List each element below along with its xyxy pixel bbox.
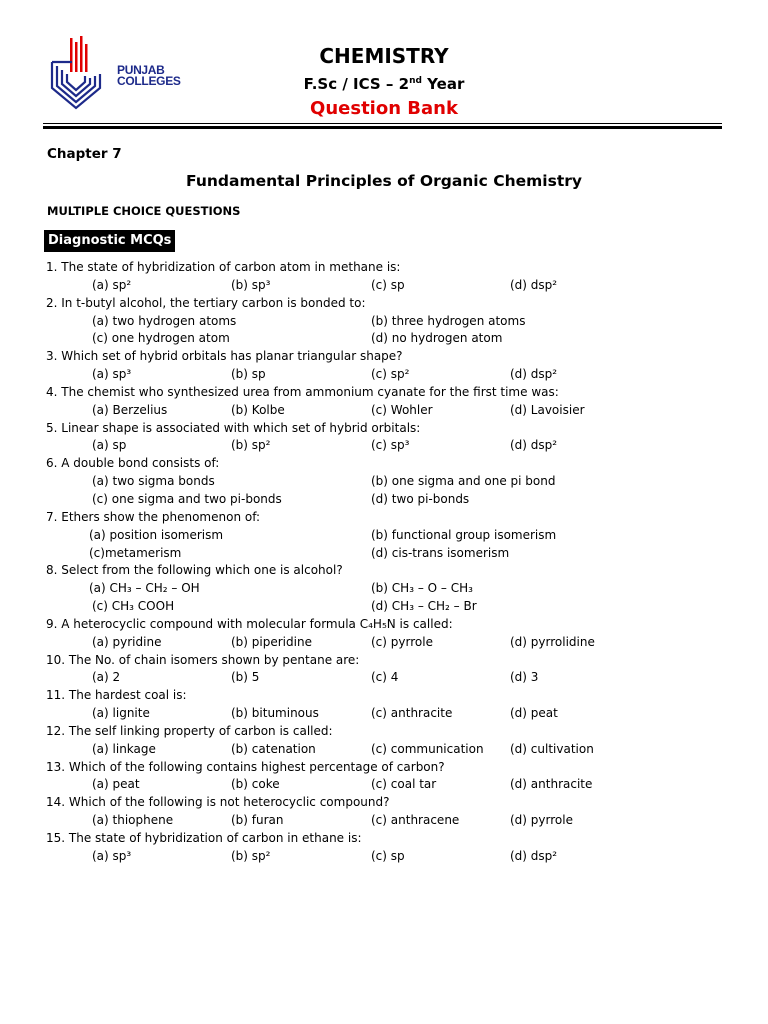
document-title: CHEMISTRY	[319, 44, 449, 68]
question-text: 1. The state of hybridization of carbon atom in methane is:	[46, 260, 401, 274]
option-item: (a) sp³	[92, 367, 132, 382]
question-text: 6. A double bond consists of:	[46, 456, 220, 471]
question-text: 12. The self linking property of carbon is called:	[46, 723, 333, 738]
question-text: 10. The No. of chain isomers shown by pentane are:	[46, 652, 360, 667]
options-row	[0, 330, 768, 348]
option-item: (c) one sigma and two pi-bonds	[92, 491, 282, 506]
option-item: (d) pyrrole	[510, 813, 573, 828]
option-item: (a) CH₃ – CH₂ – OH	[89, 581, 200, 596]
options-row	[0, 473, 768, 491]
option-item: (d) pyrrolidine	[510, 634, 595, 649]
options-row	[0, 491, 768, 509]
option-item: (b) coke	[231, 777, 280, 792]
option-item: (c) one hydrogen atom	[92, 331, 230, 346]
chapter-title: Fundamental Principles of Organic Chemistry	[186, 172, 582, 190]
option-item: (a) sp²	[92, 277, 132, 292]
options-row	[0, 705, 768, 723]
option-item: (a) lignite	[92, 706, 150, 721]
option-item: (d) dsp²	[510, 848, 558, 863]
question-text: 15. The state of hybridization of carbon in ethane is:	[46, 831, 362, 845]
option-item: (a) pyridine	[92, 634, 162, 649]
question-text: 11. The hardest coal is:	[46, 688, 187, 703]
option-item: (a) thiophene	[92, 813, 174, 828]
logo-line-2: COLLEGES	[117, 74, 181, 88]
section-label: MULTIPLE CHOICE QUESTIONS	[47, 204, 241, 218]
option-item: (c) 4	[371, 670, 399, 685]
option-item: (b) three hydrogen atoms	[371, 313, 526, 328]
option-item: (a) two hydrogen atoms	[92, 313, 237, 328]
option-item: (c) sp	[371, 848, 405, 863]
question-text: 7. Ethers show the phenomenon of:	[46, 509, 261, 524]
option-item: (a) Berzelius	[92, 402, 168, 417]
option-item: (b) furan	[231, 813, 284, 828]
option-item: (c) sp²	[371, 367, 410, 382]
chapter-number: Chapter 7	[47, 146, 122, 162]
options-row	[0, 313, 768, 331]
option-item: (c) sp	[371, 277, 405, 292]
option-item: (d) Lavoisier	[510, 402, 585, 417]
class-subtitle	[0, 75, 768, 93]
options-row	[0, 812, 768, 830]
option-item: (b) one sigma and one pi bond	[371, 474, 556, 489]
option-item: (b) functional group isomerism	[371, 527, 557, 542]
option-item: (d) dsp²	[510, 438, 558, 453]
option-item: (d) anthracite	[510, 777, 593, 792]
option-item: (a) position isomerism	[89, 527, 224, 542]
subtitle-prefix: F.Sc / ICS – 2	[303, 75, 410, 93]
option-item: (b) piperidine	[231, 634, 312, 649]
options-row	[0, 545, 768, 563]
option-item: (d) 3	[510, 670, 539, 685]
option-item: (d) cis-trans isomerism	[371, 545, 510, 560]
option-item: (c) Wohler	[371, 402, 433, 417]
options-row	[0, 580, 768, 598]
option-item: (d) CH₃ – CH₂ – Br	[371, 599, 477, 614]
logo-line-1: PUNJAB	[117, 63, 165, 77]
option-item: (d) dsp²	[510, 277, 558, 292]
option-item: (d) dsp²	[510, 367, 558, 382]
option-item: (c) anthracite	[371, 706, 453, 721]
option-item: (d) two pi-bonds	[371, 491, 470, 506]
subtitle-sup: nd	[409, 76, 422, 86]
question-text: 4. The chemist who synthesized urea from ammonium cyanate for the first time was:	[46, 384, 559, 399]
header-divider	[43, 123, 722, 129]
option-item: (b) sp²	[231, 438, 271, 453]
question-text: 9. A heterocyclic compound with molecular formula C₄H₅N is called:	[46, 616, 453, 631]
subtitle-suffix: Year	[421, 75, 465, 93]
question-text: 14. Which of the following is not heterocyclic compound?	[46, 795, 390, 810]
option-item: (d) peat	[510, 706, 558, 721]
question-text: 3. Which set of hybrid orbitals has planar triangular shape?	[46, 349, 403, 364]
question-text: 2. In t-butyl alcohol, the tertiary carbon is bonded to:	[46, 295, 366, 310]
options-row	[0, 669, 768, 687]
option-item: (c)metamerism	[89, 545, 182, 560]
option-item: (b) Kolbe	[231, 402, 285, 417]
option-item: (b) 5	[231, 670, 260, 685]
options-row	[0, 277, 768, 295]
options-row	[0, 741, 768, 759]
option-item: (a) linkage	[92, 741, 156, 756]
question-text: 8. Select from the following which one is alcohol?	[46, 563, 343, 578]
options-row	[0, 848, 768, 866]
options-row	[0, 598, 768, 616]
option-item: (c) anthracene	[371, 813, 460, 828]
option-item: (c) communication	[371, 741, 484, 756]
diagnostic-badge: Diagnostic MCQs	[44, 230, 175, 252]
options-row	[0, 634, 768, 652]
option-item: (c) coal tar	[371, 777, 437, 792]
option-item: (a) sp³	[92, 848, 132, 863]
option-item: (a) two sigma bonds	[92, 474, 215, 489]
option-item: (b) CH₃ – O – CH₃	[371, 581, 473, 596]
option-item: (d) cultivation	[510, 741, 594, 756]
option-item: (a) peat	[92, 777, 140, 792]
option-item: (a) 2	[92, 670, 121, 685]
options-row	[0, 527, 768, 545]
option-item: (c) sp³	[371, 438, 410, 453]
options-row	[0, 366, 768, 384]
options-row	[0, 402, 768, 420]
option-item: (b) sp	[231, 367, 266, 382]
option-item: (d) no hydrogen atom	[371, 331, 503, 346]
options-row	[0, 437, 768, 455]
question-bank-heading: Question Bank	[310, 98, 458, 119]
option-item: (b) sp²	[231, 848, 271, 863]
question-list	[0, 259, 768, 866]
question-text: 13. Which of the following contains highest percentage of carbon?	[46, 759, 445, 774]
option-item: (b) catenation	[231, 741, 316, 756]
option-item: (c) pyrrole	[371, 634, 433, 649]
options-row	[0, 776, 768, 794]
question-text: 5. Linear shape is associated with which set of hybrid orbitals:	[46, 420, 421, 435]
option-item: (a) sp	[92, 438, 127, 453]
option-item: (b) sp³	[231, 277, 271, 292]
option-item: (c) CH₃ COOH	[92, 599, 175, 614]
option-item: (b) bituminous	[231, 706, 319, 721]
